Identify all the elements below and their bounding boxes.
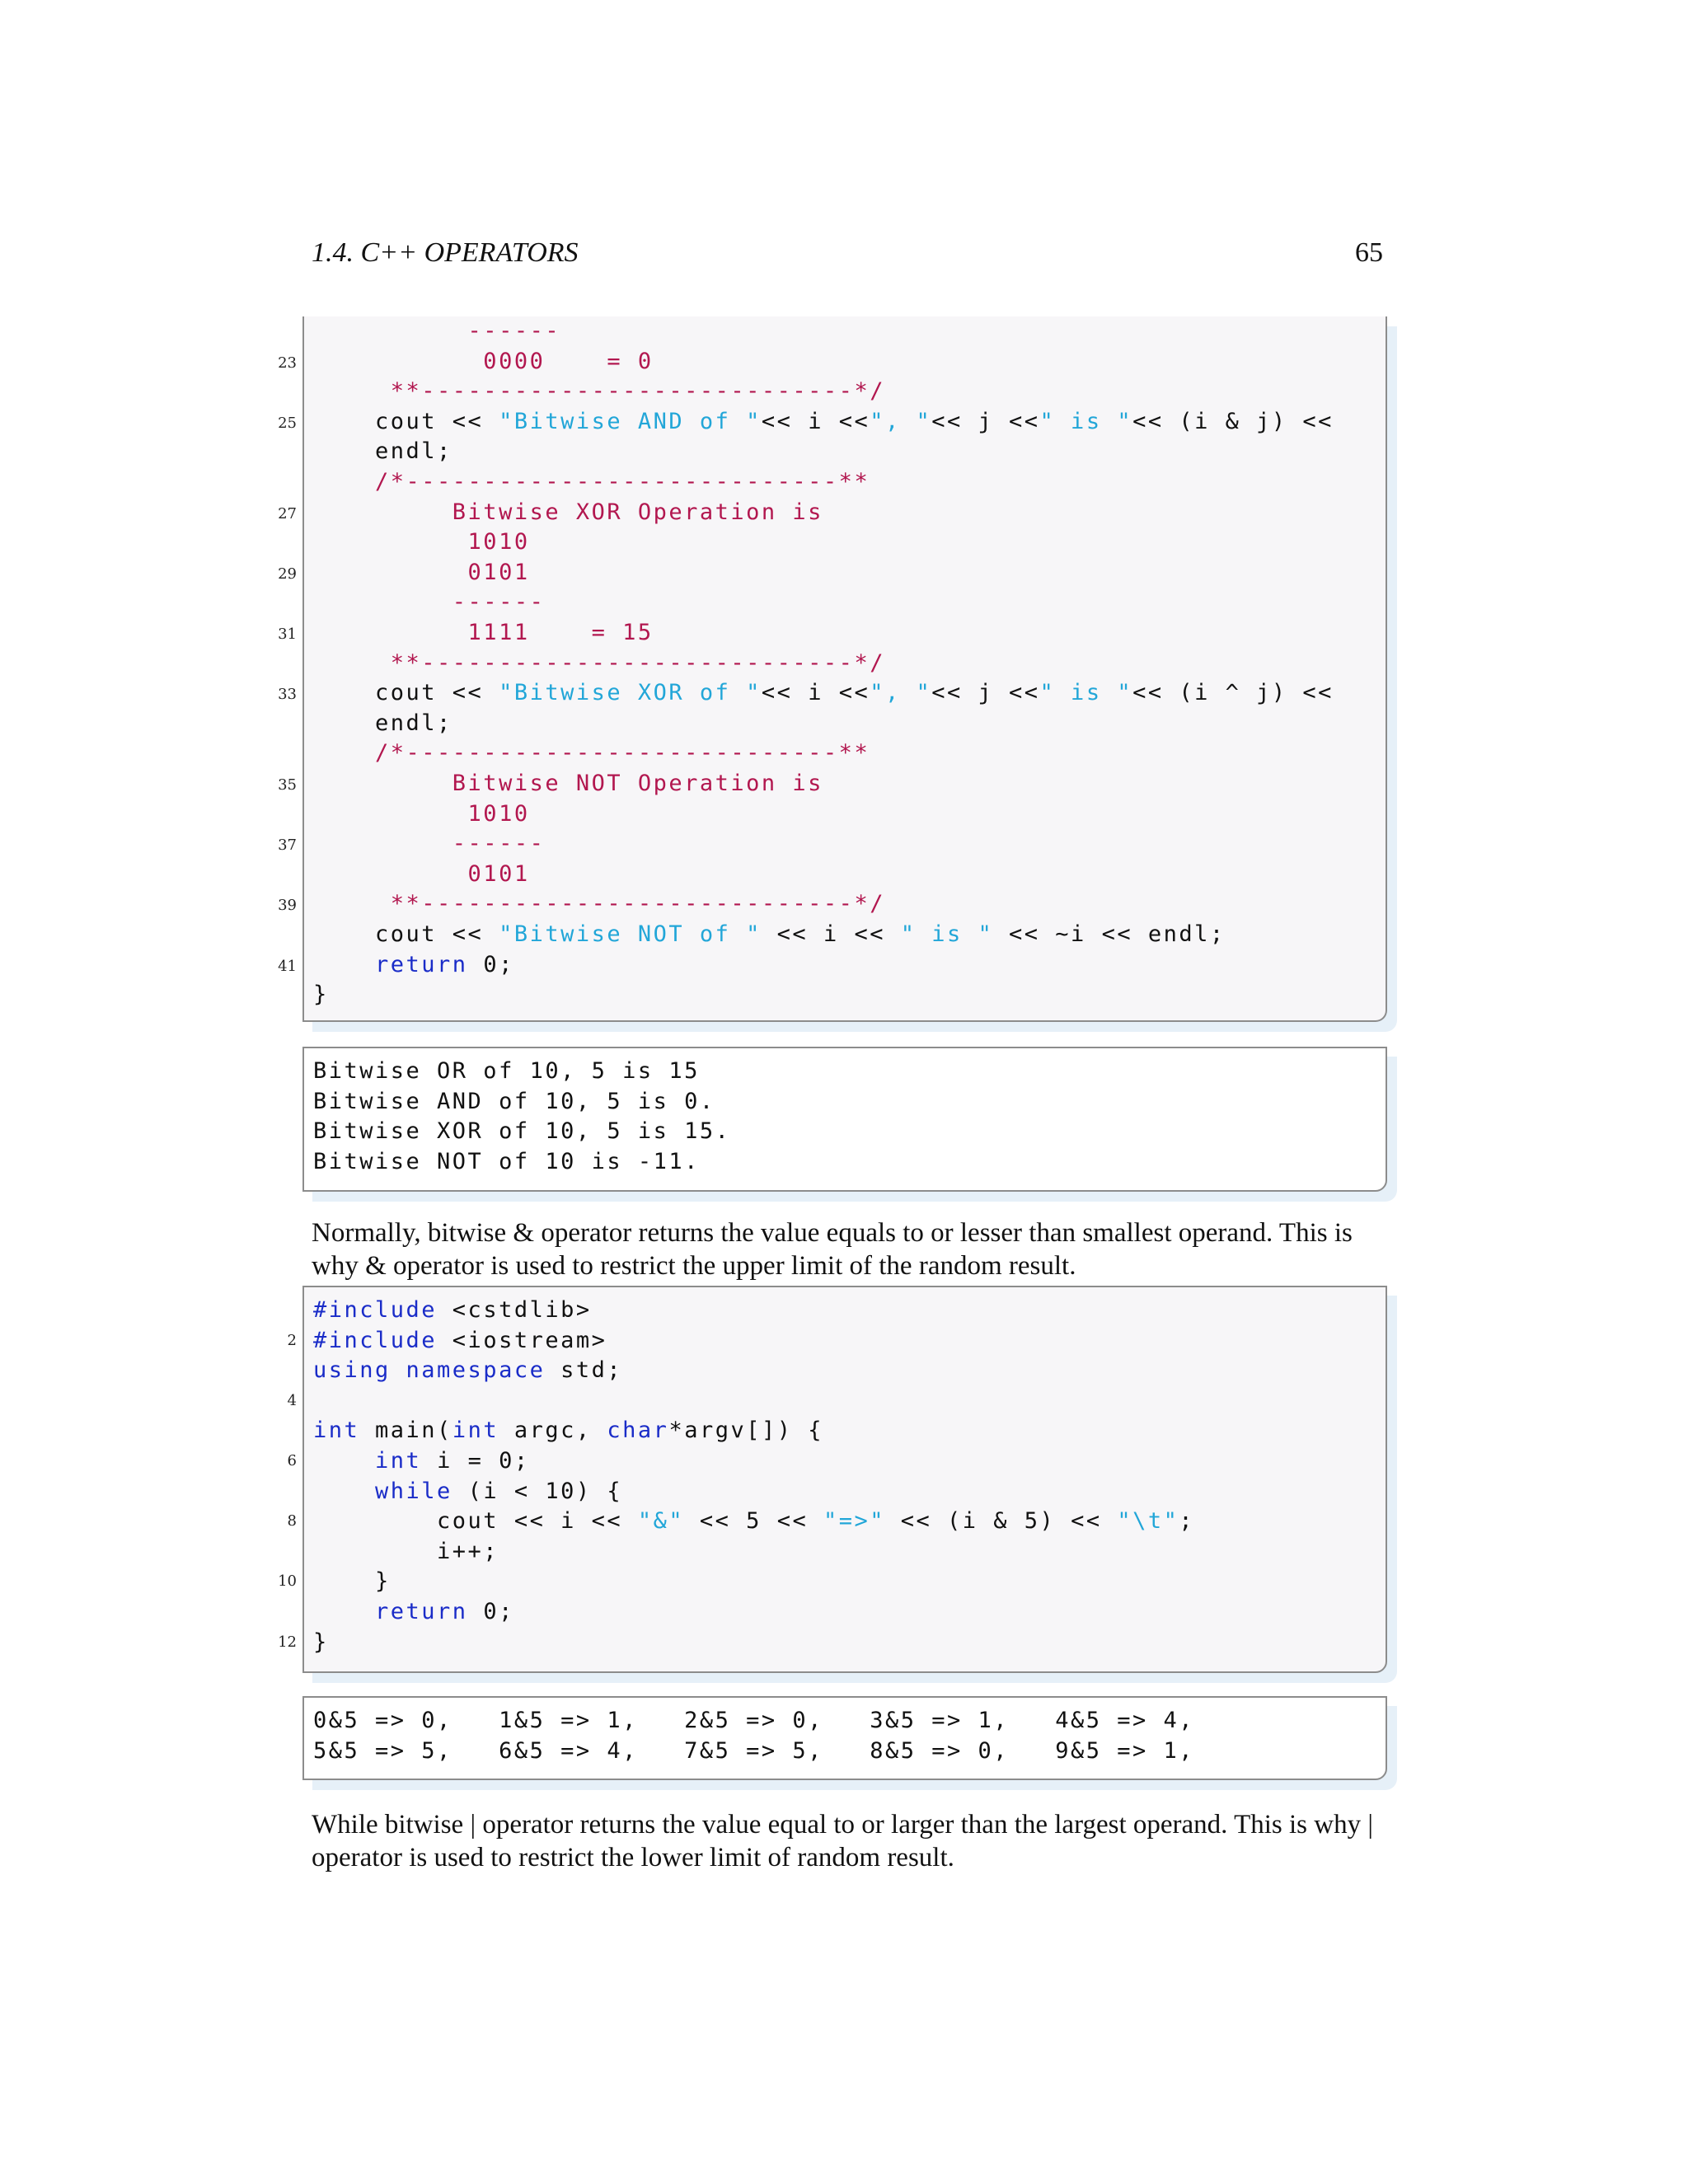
code-line: [313, 799, 530, 829]
code-token: }: [313, 1629, 329, 1655]
line-number: 25: [278, 414, 297, 432]
code-token: ;: [1179, 1508, 1195, 1535]
code-token: char: [607, 1418, 669, 1444]
output-line: 0&5 => 0, 1&5 => 1, 2&5 => 0, 3&5 => 1, 4&5 => 4,: [313, 1708, 1195, 1733]
code-token: [313, 952, 375, 977]
code-token: return: [375, 951, 468, 977]
code-token: ", ": [870, 680, 932, 706]
code-token: endl;: [313, 710, 452, 736]
code-line: [313, 618, 654, 648]
code-token: 0;: [467, 951, 514, 977]
code-token: 0000 = 0: [313, 348, 654, 374]
code-token: ------: [313, 589, 546, 616]
page-number: 65: [1355, 237, 1383, 268]
line-number: 27: [278, 504, 297, 523]
code-line: [313, 467, 870, 497]
code-line: [313, 709, 452, 738]
paragraph-2: While bitwise | operator returns the value equal to or larger than the largest operand. This is why | operator is used to restrict the lower limit of random result.: [312, 1810, 1373, 1872]
code-token: "Bitwise XOR of ": [499, 680, 762, 706]
code-line: [313, 980, 329, 1010]
code-token: (i < 10) {: [452, 1478, 623, 1504]
code-line: [313, 769, 823, 799]
code-token: 0101: [313, 860, 530, 887]
code-line: [313, 649, 885, 678]
code-token: int: [452, 1418, 499, 1444]
code-line: [313, 738, 870, 768]
output-line: Bitwise NOT of 10 is -11.: [313, 1148, 700, 1174]
code-line: [313, 1567, 391, 1596]
line-number: 10: [278, 1572, 297, 1591]
code-token: int: [313, 1418, 360, 1444]
code-line: [313, 377, 885, 406]
code-line: [313, 498, 823, 527]
code-line: [313, 1326, 607, 1356]
code-line: [313, 588, 545, 617]
code-line: [313, 347, 654, 377]
code-line: [313, 950, 514, 980]
code-token: [313, 1479, 375, 1504]
code-token: }: [313, 982, 329, 1008]
code-token: << (i & j) <<: [1132, 408, 1334, 434]
code-token: main(: [359, 1418, 452, 1444]
code-token: 0;: [467, 1599, 514, 1624]
line-number: 33: [278, 686, 297, 704]
line-number: 4: [287, 1391, 297, 1409]
code-token: ", ": [870, 408, 932, 434]
code-token: <cstdlib>: [437, 1297, 592, 1323]
code-token: << ~i << endl;: [993, 921, 1226, 947]
output-line: 5&5 => 5, 6&5 => 4, 7&5 => 5, 8&5 => 0, 9&5 => 1,: [313, 1737, 1195, 1764]
code-token: cout <<: [313, 921, 499, 947]
code-token: /*----------------------------**: [313, 469, 870, 494]
code-token: << i <<: [761, 921, 901, 947]
code-token: }: [313, 1568, 391, 1595]
code-token: 0101: [313, 559, 530, 585]
code-listing-1: [302, 316, 1387, 1022]
code-line: [313, 1628, 329, 1657]
output-line: Bitwise XOR of 10, 5 is 15.: [313, 1118, 731, 1145]
code-token: cout <<: [313, 680, 499, 706]
code-token: " is ": [900, 921, 994, 947]
code-line: [313, 437, 452, 466]
code-line: [313, 889, 885, 919]
line-number: 12: [278, 1633, 297, 1651]
code-line: [313, 527, 530, 557]
code-token: [313, 1448, 375, 1474]
code-token: /*----------------------------**: [313, 740, 870, 766]
code-token: "&": [637, 1508, 685, 1535]
code-line: [313, 558, 530, 588]
code-token: 1111 = 15: [313, 620, 654, 645]
code-token: std;: [545, 1357, 623, 1384]
code-line: [313, 407, 1334, 437]
line-number: 29: [278, 565, 297, 583]
code-line: [313, 316, 560, 346]
code-line: [313, 829, 545, 859]
code-token: endl;: [313, 438, 452, 465]
code-line: [313, 920, 1226, 949]
code-token: int: [375, 1448, 422, 1474]
code-token: ------: [313, 831, 546, 857]
code-line: [313, 1416, 823, 1446]
line-number: 23: [278, 354, 297, 372]
code-token: ------: [313, 318, 561, 344]
section-title: 1.4. C++ OPERATORS: [312, 237, 579, 268]
page-header: [312, 237, 1383, 274]
code-token: << (i ^ j) <<: [1132, 680, 1334, 706]
code-line: [313, 1537, 499, 1567]
code-line: [313, 1446, 530, 1476]
code-token: **----------------------------*/: [313, 891, 885, 917]
output-line: Bitwise AND of 10, 5 is 0.: [313, 1088, 715, 1114]
code-token: " is ": [1039, 408, 1133, 434]
code-token: [313, 1599, 375, 1624]
code-token: cout << i <<: [313, 1508, 638, 1535]
code-line: [313, 1477, 622, 1507]
line-number: 2: [287, 1331, 297, 1349]
line-number: 6: [287, 1452, 297, 1469]
code-token: << j <<: [931, 680, 1040, 706]
code-token: while: [375, 1478, 452, 1504]
code-token: "Bitwise NOT of ": [499, 921, 762, 947]
output-box-1: [302, 1047, 1387, 1192]
code-line: [313, 1597, 514, 1627]
code-token: "\t": [1117, 1508, 1179, 1535]
code-token: Bitwise NOT Operation is: [313, 771, 823, 796]
code-token: argc,: [499, 1418, 607, 1444]
line-number: 35: [278, 776, 297, 794]
code-token: i = 0;: [421, 1448, 530, 1474]
line-number: 39: [278, 897, 297, 915]
code-token: **----------------------------*/: [313, 378, 885, 405]
code-token: return: [375, 1599, 468, 1624]
code-token: " is ": [1039, 680, 1133, 706]
code-token: 1010: [313, 800, 530, 827]
code-line: [313, 1356, 622, 1385]
code-token: Bitwise XOR Operation is: [313, 499, 823, 525]
code-token: 1010: [313, 529, 530, 555]
code-token: <iostream>: [437, 1327, 607, 1353]
code-line: [313, 1296, 592, 1325]
code-token: **----------------------------*/: [313, 649, 885, 676]
code-token: i++;: [313, 1538, 499, 1564]
line-number: 8: [287, 1512, 297, 1530]
code-line: [313, 1507, 1194, 1536]
code-listing-2: [302, 1286, 1387, 1673]
code-token: << j <<: [931, 408, 1040, 434]
code-token: cout <<: [313, 408, 499, 434]
code-token: #include: [313, 1327, 438, 1353]
code-token: << i <<: [761, 680, 870, 706]
code-token: "=>": [823, 1508, 885, 1535]
code-token: "Bitwise AND of ": [499, 408, 762, 434]
code-line: [313, 860, 530, 889]
paragraph-1: Normally, bitwise & operator returns the value equals to or lesser than smallest operand. This is why & operator is used to restrict the upper limit of the random result.: [312, 1218, 1353, 1281]
code-line: [313, 678, 1334, 708]
output-box-2: [302, 1696, 1387, 1780]
code-token: #include: [313, 1297, 438, 1323]
code-token: << (i & 5) <<: [885, 1508, 1118, 1535]
code-token: using namespace: [313, 1357, 546, 1384]
code-token: *argv[]) {: [668, 1418, 823, 1444]
line-number: 41: [278, 957, 297, 975]
code-token: << i <<: [761, 408, 870, 434]
line-number: 31: [278, 626, 297, 643]
output-line: Bitwise OR of 10, 5 is 15: [313, 1058, 700, 1084]
line-number: 37: [278, 837, 297, 855]
code-token: << 5 <<: [684, 1508, 823, 1535]
